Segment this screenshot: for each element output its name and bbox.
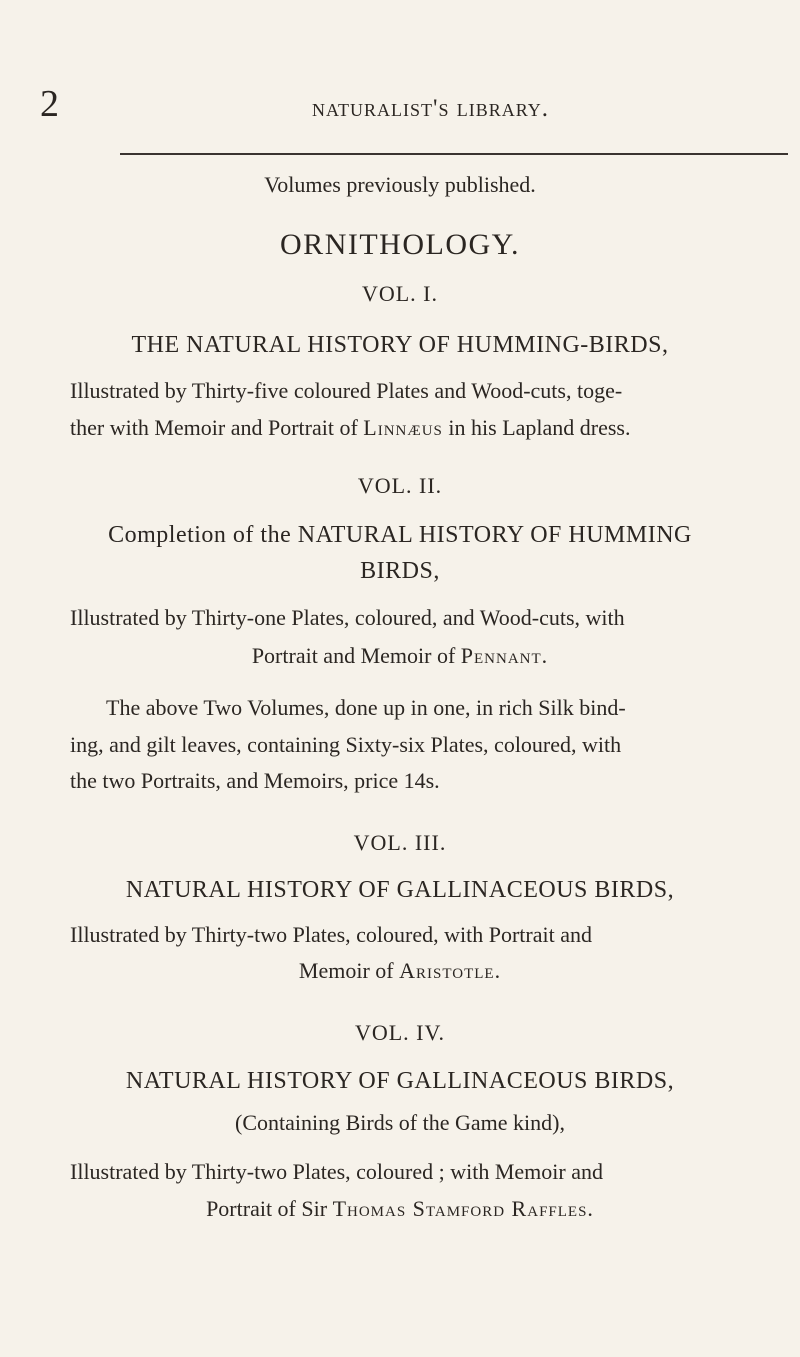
vol1-desc-text: ther with Memoir and Portrait of bbox=[70, 415, 364, 440]
page-header bbox=[0, 85, 800, 135]
vol2-label: VOL. II. bbox=[357, 473, 443, 498]
vol1-title: THE NATURAL HISTORY OF HUMMING-BIRDS, bbox=[131, 332, 669, 358]
vol2-desc-line2 bbox=[0, 643, 800, 669]
vol1-person-name: Linnæus bbox=[363, 415, 443, 440]
vol3-desc-line1: Illustrated by Thirty-two Plates, coloured, with Portrait and bbox=[70, 922, 592, 947]
vol2-desc-text: Portrait and Memoir of bbox=[251, 643, 461, 668]
intro-text: Volumes previously published. bbox=[264, 172, 536, 197]
vol4-subtitle: (Containing Birds of the Game kind), bbox=[235, 1110, 565, 1135]
vol3-label: VOL. III. bbox=[353, 830, 447, 855]
vol4-label: VOL. IV. bbox=[354, 1020, 446, 1045]
vol3-person-name: Aristotle. bbox=[399, 958, 502, 983]
vol1-desc-line2 bbox=[0, 415, 800, 441]
vol3-title: NATURAL HISTORY OF GALLINACEOUS BIRDS, bbox=[125, 877, 675, 903]
vol2-desc-line1: Illustrated by Thirty-one Plates, coloured, and Wood-cuts, with bbox=[70, 605, 625, 630]
vol2-title-line1: Completion of the NATURAL HISTORY OF HUMMING bbox=[108, 522, 692, 548]
page-number: 2 bbox=[40, 83, 59, 125]
vol4-desc-line2 bbox=[0, 1196, 800, 1222]
header-rule bbox=[120, 153, 788, 155]
vol1-desc-text-end: in his Lapland dress. bbox=[442, 415, 631, 440]
vol3-desc-text: Memoir of bbox=[298, 958, 400, 983]
vol2-person-name: Pennant. bbox=[460, 643, 549, 668]
vol1-desc-line1: Illustrated by Thirty-five coloured Plates and Wood-cuts, toge- bbox=[70, 378, 623, 403]
vol3-desc-line2 bbox=[0, 958, 800, 984]
vol4-desc-text: Portrait of Sir bbox=[206, 1196, 333, 1221]
running-head: naturalist's library. bbox=[312, 95, 550, 122]
combined-line2: ing, and gilt leaves, containing Sixty-six Plates, coloured, with bbox=[70, 732, 622, 757]
vol2-title-line2: BIRDS, bbox=[360, 558, 440, 584]
section-title: ORNITHOLOGY. bbox=[280, 228, 520, 261]
vol4-person-name: Thomas Stamford Raffles. bbox=[332, 1196, 594, 1221]
vol4-title: NATURAL HISTORY OF GALLINACEOUS BIRDS, bbox=[125, 1068, 675, 1094]
vol1-label: VOL. I. bbox=[361, 281, 439, 306]
combined-line3: the two Portraits, and Memoirs, price 14s. bbox=[70, 768, 440, 793]
vol4-desc-line1: Illustrated by Thirty-two Plates, coloured ; with Memoir and bbox=[70, 1159, 603, 1184]
combined-line1: The above Two Volumes, done up in one, in rich Silk bind- bbox=[106, 695, 626, 720]
